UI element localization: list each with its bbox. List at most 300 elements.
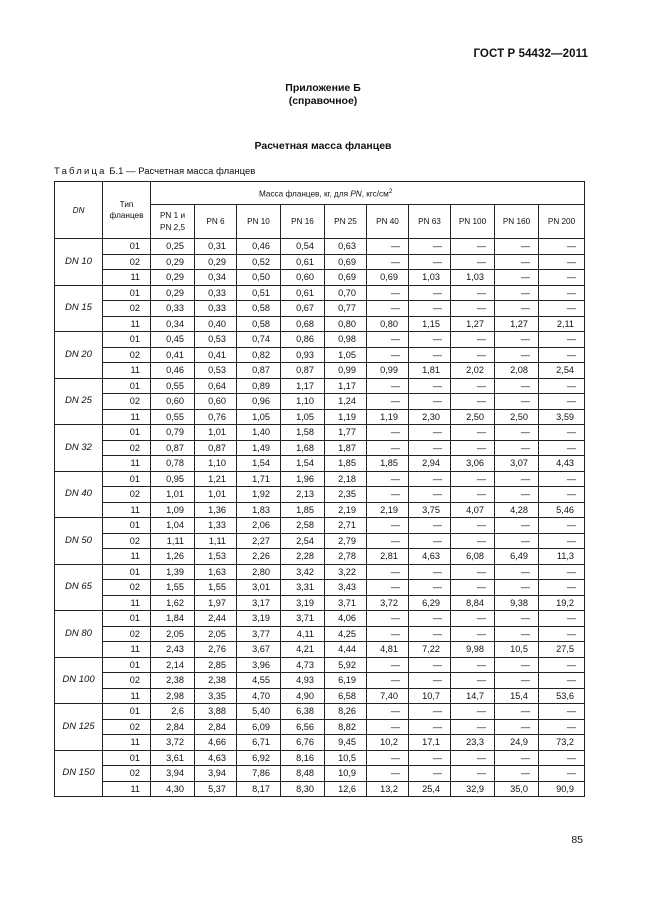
table-row xyxy=(55,688,585,704)
table-row xyxy=(55,735,585,751)
mass-value-cell: — xyxy=(451,766,495,782)
mass-value-cell: 2,18 xyxy=(325,471,367,487)
mass-value-cell: 1,85 xyxy=(367,456,409,472)
mass-value-cell: — xyxy=(539,564,585,580)
mass-value-cell: — xyxy=(451,518,495,534)
mass-value-cell: 73,2 xyxy=(539,735,585,751)
mass-value-cell: 2,43 xyxy=(151,642,195,658)
mass-value-cell: 8,48 xyxy=(281,766,325,782)
mass-value-cell: 1,85 xyxy=(281,502,325,518)
mass-value-cell: — xyxy=(409,425,451,441)
mass-value-cell: 0,80 xyxy=(367,316,409,332)
mass-value-cell: — xyxy=(495,487,539,503)
mass-value-cell: 1,71 xyxy=(237,471,281,487)
mass-value-cell: — xyxy=(409,673,451,689)
header-pn-column: PN 10 xyxy=(237,205,281,239)
mass-value-cell: 8,16 xyxy=(281,750,325,766)
mass-value-cell: — xyxy=(409,518,451,534)
mass-value-cell: 7,22 xyxy=(409,642,451,658)
mass-value-cell: 1,19 xyxy=(325,409,367,425)
table-row xyxy=(55,332,585,348)
mass-value-cell: — xyxy=(367,425,409,441)
mass-value-cell: 3,59 xyxy=(539,409,585,425)
mass-value-cell: 10,5 xyxy=(325,750,367,766)
mass-value-cell: 1,24 xyxy=(325,394,367,410)
mass-value-cell: 2,35 xyxy=(325,487,367,503)
mass-value-cell: 0,87 xyxy=(237,363,281,379)
mass-value-cell: 4,06 xyxy=(325,611,367,627)
mass-value-cell: — xyxy=(539,580,585,596)
mass-value-cell: 0,25 xyxy=(151,239,195,255)
mass-value-cell: 0,87 xyxy=(281,363,325,379)
mass-value-cell: 3,19 xyxy=(281,595,325,611)
mass-value-cell: 4,07 xyxy=(451,502,495,518)
flange-type-cell: 02 xyxy=(103,580,151,596)
mass-value-cell: 1,39 xyxy=(151,564,195,580)
mass-value-cell: — xyxy=(409,471,451,487)
mass-value-cell: 0,29 xyxy=(151,285,195,301)
dn-cell: DN 80 xyxy=(55,611,103,658)
mass-value-cell: 2,28 xyxy=(281,549,325,565)
mass-value-cell: — xyxy=(495,580,539,596)
mass-value-cell: 7,86 xyxy=(237,766,281,782)
mass-value-cell: — xyxy=(495,270,539,286)
mass-value-cell: 9,45 xyxy=(325,735,367,751)
mass-value-cell: 2,54 xyxy=(281,533,325,549)
mass-value-cell: — xyxy=(409,332,451,348)
flange-type-cell: 02 xyxy=(103,626,151,642)
header-pn-1-2-5: PN 1 и PN 2,5 xyxy=(151,205,195,239)
mass-value-cell: 8,82 xyxy=(325,719,367,735)
mass-value-cell: 0,80 xyxy=(325,316,367,332)
mass-value-cell: — xyxy=(495,611,539,627)
mass-value-cell: 3,77 xyxy=(237,626,281,642)
table-row xyxy=(55,611,585,627)
dn-cell: DN 125 xyxy=(55,704,103,751)
mass-value-cell: — xyxy=(409,394,451,410)
mass-value-cell: 1,58 xyxy=(281,425,325,441)
flange-type-cell: 02 xyxy=(103,673,151,689)
mass-value-cell: 6,38 xyxy=(281,704,325,720)
flange-type-cell: 02 xyxy=(103,487,151,503)
mass-value-cell: 2,27 xyxy=(237,533,281,549)
mass-value-cell: 4,55 xyxy=(237,673,281,689)
mass-value-cell: 24,9 xyxy=(495,735,539,751)
mass-value-cell: — xyxy=(539,673,585,689)
mass-value-cell: 4,70 xyxy=(237,688,281,704)
flange-type-cell: 02 xyxy=(103,719,151,735)
mass-value-cell: 3,61 xyxy=(151,750,195,766)
mass-value-cell: — xyxy=(409,750,451,766)
table-row xyxy=(55,471,585,487)
dn-cell: DN 25 xyxy=(55,378,103,425)
mass-value-cell: 4,63 xyxy=(409,549,451,565)
mass-value-cell: 0,69 xyxy=(325,270,367,286)
table-row xyxy=(55,564,585,580)
mass-value-cell: — xyxy=(409,239,451,255)
table-row xyxy=(55,270,585,286)
mass-value-cell: 2,58 xyxy=(281,518,325,534)
mass-value-cell: — xyxy=(451,471,495,487)
mass-value-cell: 1,49 xyxy=(237,440,281,456)
header-pn-column: PN 200 xyxy=(539,205,585,239)
mass-value-cell: — xyxy=(539,440,585,456)
mass-value-cell: — xyxy=(367,301,409,317)
mass-value-cell: 5,37 xyxy=(195,781,237,797)
flange-type-cell: 01 xyxy=(103,425,151,441)
mass-value-cell: 3,07 xyxy=(495,456,539,472)
mass-value-cell: 0,41 xyxy=(151,347,195,363)
mass-value-cell: 0,60 xyxy=(195,394,237,410)
mass-value-cell: — xyxy=(495,564,539,580)
mass-value-cell: 7,40 xyxy=(367,688,409,704)
mass-value-cell: 1,11 xyxy=(195,533,237,549)
mass-value-cell: — xyxy=(367,239,409,255)
mass-value-cell: — xyxy=(539,425,585,441)
mass-value-cell: — xyxy=(495,471,539,487)
mass-value-cell: 2,30 xyxy=(409,409,451,425)
table-row xyxy=(55,642,585,658)
flange-type-cell: 11 xyxy=(103,502,151,518)
mass-value-cell: — xyxy=(495,347,539,363)
mass-value-cell: — xyxy=(409,657,451,673)
mass-value-cell: — xyxy=(367,440,409,456)
mass-value-cell: 0,64 xyxy=(195,378,237,394)
mass-value-cell: — xyxy=(539,657,585,673)
mass-value-cell: 2,81 xyxy=(367,549,409,565)
table-row xyxy=(55,533,585,549)
mass-value-cell: 0,29 xyxy=(195,254,237,270)
mass-value-cell: 4,28 xyxy=(495,502,539,518)
page-number: 85 xyxy=(571,834,583,846)
mass-value-cell: — xyxy=(409,611,451,627)
mass-value-cell: 2,79 xyxy=(325,533,367,549)
table-row xyxy=(55,301,585,317)
mass-value-cell: 2,05 xyxy=(195,626,237,642)
mass-value-cell: 0,45 xyxy=(151,332,195,348)
flange-type-cell: 01 xyxy=(103,332,151,348)
mass-value-cell: 2,84 xyxy=(151,719,195,735)
mass-value-cell: 2,50 xyxy=(451,409,495,425)
mass-value-cell: 0,74 xyxy=(237,332,281,348)
mass-value-cell: — xyxy=(451,425,495,441)
mass-value-cell: 0,60 xyxy=(151,394,195,410)
mass-value-cell: 0,33 xyxy=(195,301,237,317)
mass-value-cell: — xyxy=(495,285,539,301)
mass-value-cell: 8,30 xyxy=(281,781,325,797)
mass-value-cell: 0,68 xyxy=(281,316,325,332)
mass-value-cell: — xyxy=(409,440,451,456)
mass-value-cell: 1,55 xyxy=(195,580,237,596)
mass-value-cell: 6,58 xyxy=(325,688,367,704)
mass-value-cell: 0,33 xyxy=(151,301,195,317)
mass-value-cell: 6,92 xyxy=(237,750,281,766)
mass-value-cell: 2,14 xyxy=(151,657,195,673)
header-pn-column: PN 25 xyxy=(325,205,367,239)
mass-value-cell: 1,01 xyxy=(195,487,237,503)
mass-value-cell: — xyxy=(539,719,585,735)
mass-value-cell: 1,85 xyxy=(325,456,367,472)
mass-value-cell: 2,38 xyxy=(151,673,195,689)
mass-value-cell: — xyxy=(495,239,539,255)
mass-value-cell: 3,19 xyxy=(237,611,281,627)
mass-value-cell: — xyxy=(451,487,495,503)
mass-value-cell: 0,89 xyxy=(237,378,281,394)
mass-value-cell: 1,62 xyxy=(151,595,195,611)
mass-value-cell: — xyxy=(539,254,585,270)
mass-value-cell: 0,99 xyxy=(325,363,367,379)
mass-value-cell: — xyxy=(495,518,539,534)
mass-value-cell: 1,77 xyxy=(325,425,367,441)
mass-value-cell: 4,11 xyxy=(281,626,325,642)
flange-type-cell: 02 xyxy=(103,254,151,270)
mass-value-cell: 2,44 xyxy=(195,611,237,627)
mass-value-cell: — xyxy=(495,626,539,642)
mass-value-cell: 1,27 xyxy=(451,316,495,332)
mass-value-cell: 0,46 xyxy=(151,363,195,379)
mass-value-cell: 2,26 xyxy=(237,549,281,565)
mass-value-cell: 2,50 xyxy=(495,409,539,425)
mass-value-cell: — xyxy=(539,332,585,348)
table-row xyxy=(55,549,585,565)
header-mass-group: Масса фланцев, кг, для PN, кгс/$см^2$ xyxy=(151,182,585,205)
table-caption-prefix: Таблица xyxy=(54,166,107,177)
mass-value-cell: 19,2 xyxy=(539,595,585,611)
mass-value-cell: 23,3 xyxy=(451,735,495,751)
mass-value-cell: 0,76 xyxy=(195,409,237,425)
mass-value-cell: 0,61 xyxy=(281,285,325,301)
mass-value-cell: — xyxy=(367,394,409,410)
mass-value-cell: 9,38 xyxy=(495,595,539,611)
mass-value-cell: — xyxy=(367,657,409,673)
mass-value-cell: 3,72 xyxy=(151,735,195,751)
mass-value-cell: 1,21 xyxy=(195,471,237,487)
mass-value-cell: 0,51 xyxy=(237,285,281,301)
mass-value-cell: 10,2 xyxy=(367,735,409,751)
dn-cell: DN 100 xyxy=(55,657,103,704)
mass-value-cell: 2,19 xyxy=(367,502,409,518)
mass-value-cell: 2,38 xyxy=(195,673,237,689)
mass-value-cell: 0,31 xyxy=(195,239,237,255)
mass-value-cell: — xyxy=(367,673,409,689)
mass-value-cell: — xyxy=(451,440,495,456)
mass-value-cell: 0,77 xyxy=(325,301,367,317)
mass-value-cell: — xyxy=(451,347,495,363)
mass-value-cell: 0,40 xyxy=(195,316,237,332)
mass-value-cell: — xyxy=(409,704,451,720)
mass-value-cell: — xyxy=(451,719,495,735)
flange-type-cell: 11 xyxy=(103,549,151,565)
mass-value-cell: 0,41 xyxy=(195,347,237,363)
mass-value-cell: 1,53 xyxy=(195,549,237,565)
mass-value-cell: 9,98 xyxy=(451,642,495,658)
mass-value-cell: — xyxy=(539,301,585,317)
mass-value-cell: 1,05 xyxy=(281,409,325,425)
mass-value-cell: 1,05 xyxy=(325,347,367,363)
mass-value-cell: — xyxy=(539,347,585,363)
mass-value-cell: — xyxy=(495,394,539,410)
mass-value-cell: — xyxy=(451,394,495,410)
mass-value-cell: 4,81 xyxy=(367,642,409,658)
table-header-row xyxy=(55,182,585,205)
mass-value-cell: 5,92 xyxy=(325,657,367,673)
mass-value-cell: — xyxy=(367,471,409,487)
dn-cell: DN 50 xyxy=(55,518,103,565)
mass-value-cell: 3,17 xyxy=(237,595,281,611)
table-caption-text: Б.1 — Расчетная масса фланцев xyxy=(109,166,256,177)
mass-value-cell: 0,53 xyxy=(195,332,237,348)
table-row xyxy=(55,456,585,472)
mass-value-cell: — xyxy=(367,626,409,642)
mass-value-cell: 1,96 xyxy=(281,471,325,487)
mass-value-cell: — xyxy=(409,254,451,270)
mass-value-cell: — xyxy=(451,580,495,596)
header-pn-column: PN 16 xyxy=(281,205,325,239)
flange-mass-table xyxy=(54,181,585,797)
mass-value-cell: 0,87 xyxy=(151,440,195,456)
mass-value-cell: 2,84 xyxy=(195,719,237,735)
table-row xyxy=(55,719,585,735)
table-row xyxy=(55,409,585,425)
flange-type-cell: 11 xyxy=(103,409,151,425)
flange-type-cell: 01 xyxy=(103,471,151,487)
mass-value-cell: 90,9 xyxy=(539,781,585,797)
mass-value-cell: 3,94 xyxy=(195,766,237,782)
mass-value-cell: 3,67 xyxy=(237,642,281,658)
mass-value-cell: 0,50 xyxy=(237,270,281,286)
mass-value-cell: 3,71 xyxy=(325,595,367,611)
mass-value-cell: 1,05 xyxy=(237,409,281,425)
flange-type-cell: 11 xyxy=(103,316,151,332)
mass-value-cell: 6,71 xyxy=(237,735,281,751)
appendix-subtitle: (справочное) xyxy=(288,95,358,107)
flange-type-cell: 02 xyxy=(103,533,151,549)
section-title: Расчетная масса фланцев xyxy=(254,140,392,152)
mass-value-cell: 1,55 xyxy=(151,580,195,596)
flange-type-cell: 02 xyxy=(103,301,151,317)
mass-value-cell: 4,21 xyxy=(281,642,325,658)
dn-cell: DN 10 xyxy=(55,239,103,286)
mass-value-cell: 6,76 xyxy=(281,735,325,751)
mass-value-cell: 1,01 xyxy=(151,487,195,503)
table-row xyxy=(55,766,585,782)
mass-value-cell: 4,30 xyxy=(151,781,195,797)
mass-value-cell: — xyxy=(367,254,409,270)
mass-value-cell: 3,06 xyxy=(451,456,495,472)
mass-value-cell: — xyxy=(539,471,585,487)
table-row xyxy=(55,347,585,363)
mass-value-cell: — xyxy=(367,704,409,720)
mass-value-cell: 6,49 xyxy=(495,549,539,565)
mass-value-cell: 0,69 xyxy=(367,270,409,286)
mass-value-cell: — xyxy=(409,347,451,363)
header-dn: DN xyxy=(55,182,103,239)
mass-value-cell: — xyxy=(495,533,539,549)
mass-value-cell: 1,27 xyxy=(495,316,539,332)
flange-type-cell: 02 xyxy=(103,440,151,456)
table-row xyxy=(55,487,585,503)
mass-value-cell: — xyxy=(539,750,585,766)
mass-value-cell: 3,42 xyxy=(281,564,325,580)
flange-type-cell: 11 xyxy=(103,456,151,472)
mass-value-cell: 2,06 xyxy=(237,518,281,534)
mass-value-cell: 1,26 xyxy=(151,549,195,565)
mass-value-cell: — xyxy=(495,704,539,720)
flange-type-cell: 11 xyxy=(103,735,151,751)
table-caption xyxy=(54,166,255,177)
mass-value-cell: 4,93 xyxy=(281,673,325,689)
mass-value-cell: 0,58 xyxy=(237,301,281,317)
mass-value-cell: — xyxy=(409,533,451,549)
mass-value-cell: — xyxy=(451,254,495,270)
mass-value-cell: 2,6 xyxy=(151,704,195,720)
mass-value-cell: — xyxy=(539,626,585,642)
mass-value-cell: 0,55 xyxy=(151,409,195,425)
mass-value-cell: — xyxy=(495,657,539,673)
mass-value-cell: 14,7 xyxy=(451,688,495,704)
mass-value-cell: 12,6 xyxy=(325,781,367,797)
mass-value-cell: 0,93 xyxy=(281,347,325,363)
mass-value-cell: — xyxy=(495,673,539,689)
mass-value-cell: — xyxy=(451,332,495,348)
header-pn-column: PN 6 xyxy=(195,205,237,239)
flange-type-cell: 01 xyxy=(103,704,151,720)
mass-value-cell: 2,80 xyxy=(237,564,281,580)
mass-value-cell: — xyxy=(495,254,539,270)
mass-value-cell: — xyxy=(451,673,495,689)
flange-type-cell: 01 xyxy=(103,611,151,627)
mass-value-cell: 1,09 xyxy=(151,502,195,518)
mass-value-cell: 3,96 xyxy=(237,657,281,673)
table-row xyxy=(55,254,585,270)
mass-value-cell: 35,0 xyxy=(495,781,539,797)
mass-value-cell: 0,34 xyxy=(195,270,237,286)
mass-value-cell: 0,29 xyxy=(151,270,195,286)
mass-value-cell: 2,85 xyxy=(195,657,237,673)
mass-value-cell: 1,03 xyxy=(451,270,495,286)
mass-value-cell: — xyxy=(539,704,585,720)
mass-value-cell: 0,46 xyxy=(237,239,281,255)
mass-value-cell: 4,44 xyxy=(325,642,367,658)
mass-value-cell: 6,19 xyxy=(325,673,367,689)
table-row xyxy=(55,657,585,673)
mass-value-cell: — xyxy=(409,580,451,596)
mass-value-cell: — xyxy=(367,564,409,580)
mass-value-cell: 0,69 xyxy=(325,254,367,270)
mass-value-cell: 0,58 xyxy=(237,316,281,332)
mass-value-cell: 0,67 xyxy=(281,301,325,317)
flange-type-cell: 02 xyxy=(103,394,151,410)
mass-value-cell: 0,99 xyxy=(367,363,409,379)
mass-value-cell: — xyxy=(539,285,585,301)
mass-value-cell: 10,5 xyxy=(495,642,539,658)
mass-value-cell: 0,82 xyxy=(237,347,281,363)
mass-value-cell: — xyxy=(539,518,585,534)
dn-cell: DN 150 xyxy=(55,750,103,797)
mass-value-cell: 0,61 xyxy=(281,254,325,270)
mass-value-cell: — xyxy=(409,285,451,301)
mass-value-cell: 2,19 xyxy=(325,502,367,518)
table-body xyxy=(55,239,585,797)
mass-value-cell: 1,97 xyxy=(195,595,237,611)
flange-type-cell: 11 xyxy=(103,363,151,379)
mass-value-cell: — xyxy=(451,611,495,627)
mass-value-cell: 27,5 xyxy=(539,642,585,658)
mass-value-cell: 8,26 xyxy=(325,704,367,720)
mass-value-cell: 2,78 xyxy=(325,549,367,565)
mass-value-cell: 2,08 xyxy=(495,363,539,379)
mass-value-cell: — xyxy=(539,239,585,255)
